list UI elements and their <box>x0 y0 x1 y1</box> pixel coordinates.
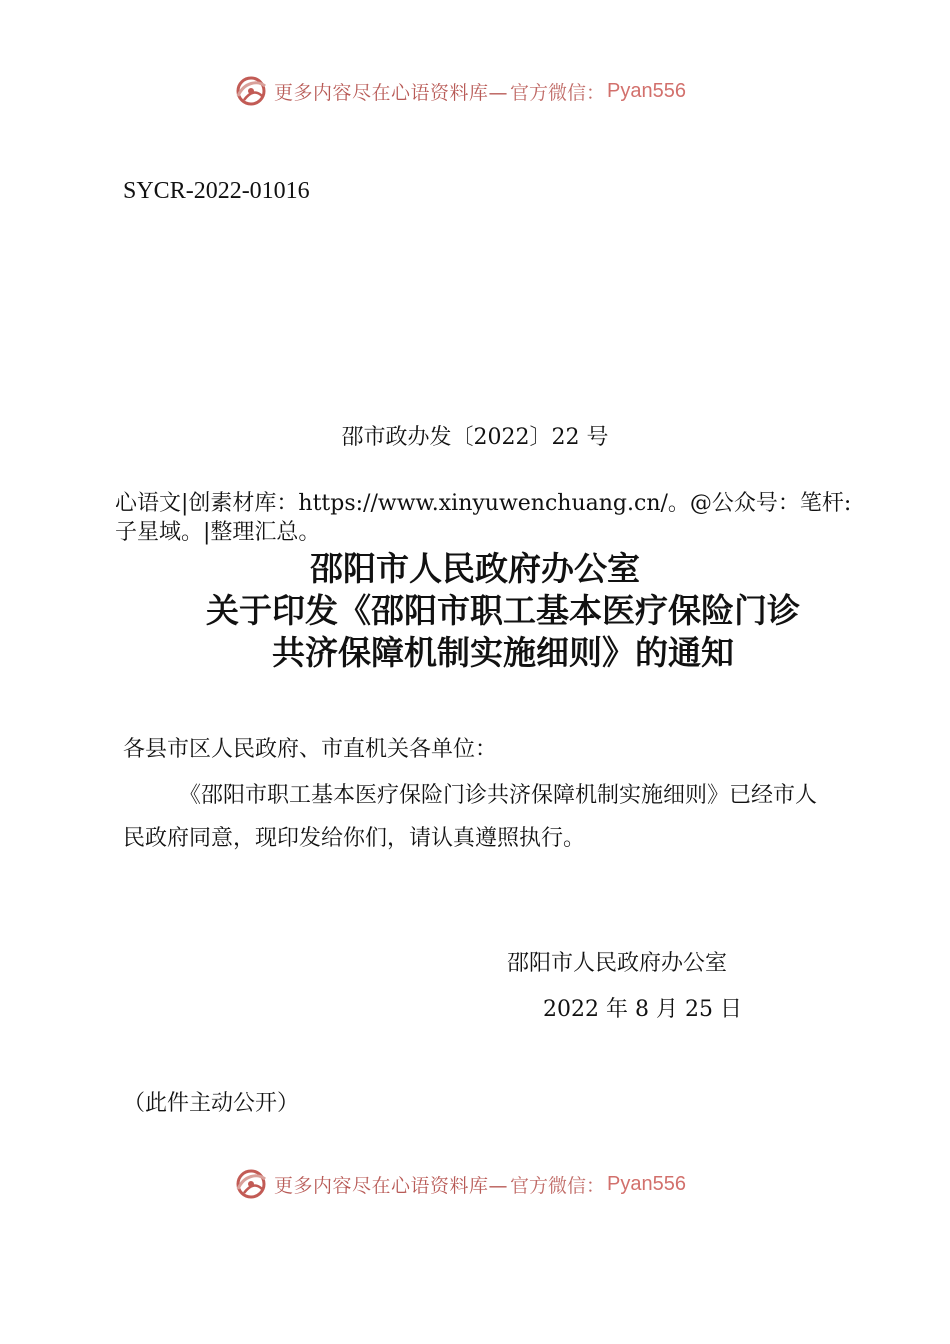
swirl-logo-icon <box>232 74 270 108</box>
public-disclosure-note: （此件主动公开） <box>123 1091 300 1116</box>
banner-wechat-id: Pyan556 <box>607 79 686 102</box>
issue-date: 2022 年 8 月 25 日 <box>543 997 742 1022</box>
document-code: SYCR-2022-01016 <box>123 178 310 204</box>
banner-wechat-id: Pyan556 <box>607 1172 686 1195</box>
document-title <box>0 548 950 674</box>
banner-wechat-label: 官方微信： <box>510 81 606 104</box>
banner-wechat-label: 官方微信： <box>510 1174 606 1197</box>
banner-text: 更多内容尽在心语资料库— <box>274 81 509 104</box>
header-banner <box>232 73 686 109</box>
title-line-2: 关于印发《邵阳市职工基本医疗保险门诊 <box>206 591 800 630</box>
body-paragraph: 《邵阳市职工基本医疗保险门诊共济保障机制实施细则》已经市人民政府同意，现印发给你们，请认真遵照执行。 <box>123 783 818 851</box>
banner-text: 更多内容尽在心语资料库— <box>274 1174 509 1197</box>
document-number: 邵市政办发〔2022〕22 号 <box>341 425 609 450</box>
issuer-signature: 邵阳市人民政府办公室 <box>507 951 728 976</box>
source-note: 心语文|创素材库：https://www.xinyuwenchuang.cn/。@公众号：笔杆:子星域。|整理汇总。 <box>115 491 852 545</box>
title-line-1: 邵阳市人民政府办公室 <box>310 549 640 588</box>
salutation: 各县市区人民政府、市直机关各单位： <box>123 737 498 762</box>
title-line-3: 共济保障机制实施细则》的通知 <box>272 633 734 672</box>
footer-banner <box>232 1166 686 1202</box>
swirl-logo-icon <box>232 1167 270 1201</box>
